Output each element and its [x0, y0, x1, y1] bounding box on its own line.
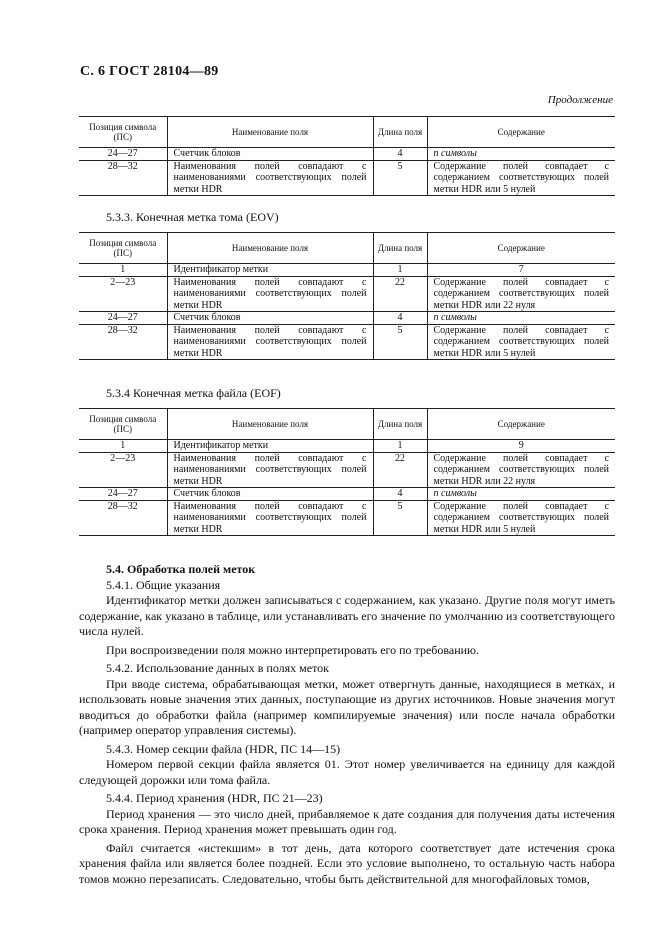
table-eov: [79, 232, 615, 360]
cell-content: n символы: [427, 312, 615, 325]
cell-field-name: Наименования полей совпадают с наименованиями соответствующих полей метки HDR: [167, 324, 373, 360]
table-header-row: [79, 233, 615, 264]
table-header-row: [79, 409, 615, 440]
table-row: [79, 160, 615, 196]
table-eof: [79, 408, 615, 536]
cell-length: 22: [373, 276, 427, 312]
col-header-field-name: Наименование поля: [167, 233, 373, 264]
cell-position: 1: [79, 440, 167, 453]
table-row: [79, 148, 615, 161]
cell-content: n символы: [427, 148, 615, 161]
section-heading-eof: 5.3.4 Конечная метка файла (EOF): [106, 386, 281, 400]
cell-position: 28—32: [79, 500, 167, 536]
cell-position: 1: [79, 264, 167, 277]
body-text: [79, 562, 615, 890]
paragraph: При вводе система, обрабатывающая метки, может отвергнуть данные, находящиеся в метках, и использовать новые значения этих данных, поступающие из других источников. Новые значения могут вводиться до обработки файла (например компилируемые значения) или после начала обработки (например оператор управления системы).: [79, 676, 615, 737]
cell-field-name: Счетчик блоков: [167, 148, 373, 161]
cell-content: Содержание полей совпадает с содержанием соответствующих полей метки HDR или 5 нулей: [427, 500, 615, 536]
paragraph: Идентификатор метки должен записываться с содержанием, как указано. Другие поля могут иметь содержание, как указано в таблице, или устанавливать его значение по умолчанию из соответствующего числа нулей.: [79, 593, 615, 638]
paragraph: При воспроизведении поля можно интерпретировать его по требованию.: [106, 642, 480, 657]
col-header-field-name: Наименование поля: [167, 409, 373, 440]
cell-position: 24—27: [79, 488, 167, 501]
cell-field-name: Наименования полей совпадают с наименованиями соответствующих полей метки HDR: [167, 452, 373, 488]
section-heading-5-4-2: 5.4.2. Использование данных в полях меток: [106, 661, 330, 675]
cell-content: Содержание полей совпадает с содержанием соответствующих полей метки HDR или 5 нулей: [427, 324, 615, 360]
cell-length: 4: [373, 488, 427, 501]
section-heading-5-4-3: 5.4.3. Номер секции файла (HDR, ПС 14—15): [106, 741, 341, 756]
table-row: [79, 488, 615, 501]
cell-position: 2—23: [79, 276, 167, 312]
table-row: [79, 276, 615, 312]
table-row: [79, 312, 615, 325]
cell-length: 1: [373, 264, 427, 277]
table-row: [79, 324, 615, 360]
col-header-content: Содержание: [427, 409, 615, 440]
cell-position: 28—32: [79, 324, 167, 360]
col-header-content: Содержание: [427, 117, 615, 148]
cell-length: 1: [373, 440, 427, 453]
col-header-content: Содержание: [427, 233, 615, 264]
cell-position: 24—27: [79, 312, 167, 325]
cell-field-name: Счетчик блоков: [167, 488, 373, 501]
cell-content: Содержание полей совпадает с содержанием соответствующих полей метки HDR или 5 нулей: [427, 160, 615, 196]
col-header-position: Позиция символа (ПС): [79, 117, 167, 148]
table-header-row: [79, 117, 615, 148]
cell-length: 4: [373, 148, 427, 161]
section-heading-eov: 5.3.3. Конечная метка тома (EOV): [106, 210, 279, 224]
cell-field-name: Идентификатор метки: [167, 264, 373, 277]
cell-length: 4: [373, 312, 427, 325]
cell-length: 5: [373, 160, 427, 196]
section-heading-5-4: 5.4. Обработка полей меток: [106, 562, 256, 576]
col-header-field-name: Наименование поля: [167, 117, 373, 148]
cell-position: 28—32: [79, 160, 167, 196]
section-heading-5-4-1: 5.4.1. Общие указания: [106, 577, 221, 592]
cell-content: Содержание полей совпадает с содержанием соответствующих полей метки HDR или 22 нуля: [427, 452, 615, 488]
col-header-length: Длина поля: [373, 233, 427, 264]
col-header-length: Длина поля: [373, 117, 427, 148]
table-row: [79, 264, 615, 277]
cell-field-name: Наименования полей совпадают с наименованиями соответствующих полей метки HDR: [167, 276, 373, 312]
col-header-position: Позиция символа (ПС): [79, 409, 167, 440]
table-row: [79, 440, 615, 453]
cell-position: 2—23: [79, 452, 167, 488]
cell-position: 24—27: [79, 148, 167, 161]
cell-field-name: Наименования полей совпадают с наименованиями соответствующих полей метки HDR: [167, 160, 373, 196]
cell-content: Содержание полей совпадает с содержанием соответствующих полей метки HDR или 22 нуля: [427, 276, 615, 312]
continuation-label: Продолжение: [547, 94, 613, 106]
page-header: С. 6 ГОСТ 28104—89: [80, 64, 219, 79]
cell-content: n символы: [427, 488, 615, 501]
cell-length: 5: [373, 324, 427, 360]
cell-content: 9: [427, 440, 615, 453]
paragraph: Файл считается «истекшим» в тот день, дата которого соответствует дате истечения срока хранения файла или является более поздней. Если это условие выполнено, то остальную часть набора томов можно перезаписать. Следовательно, чтобы быть действительной для многофайловых томов,: [79, 840, 615, 886]
col-header-length: Длина поля: [373, 409, 427, 440]
cell-field-name: Счетчик блоков: [167, 312, 373, 325]
table-row: [79, 500, 615, 536]
cell-field-name: Идентификатор метки: [167, 440, 373, 453]
paragraph: Период хранения — это число дней, прибавляемое к дате создания для получения даты истечения срока хранения. Период хранения может превышать один год.: [79, 806, 615, 836]
cell-field-name: Наименования полей совпадают с наименованиями соответствующих полей метки HDR: [167, 500, 373, 536]
col-header-position: Позиция символа (ПС): [79, 233, 167, 264]
table-row: [79, 452, 615, 488]
section-heading-5-4-4: 5.4.4. Период хранения (HDR, ПС 21—23): [106, 791, 323, 805]
cell-length: 5: [373, 500, 427, 536]
paragraph: Номером первой секции файла является 01. Этот номер увеличивается на единицу для каждой следующей дорожки или тома файла.: [79, 757, 615, 787]
cell-length: 22: [373, 452, 427, 488]
cell-content: 7: [427, 264, 615, 277]
table-hdr-continuation: [79, 116, 615, 196]
